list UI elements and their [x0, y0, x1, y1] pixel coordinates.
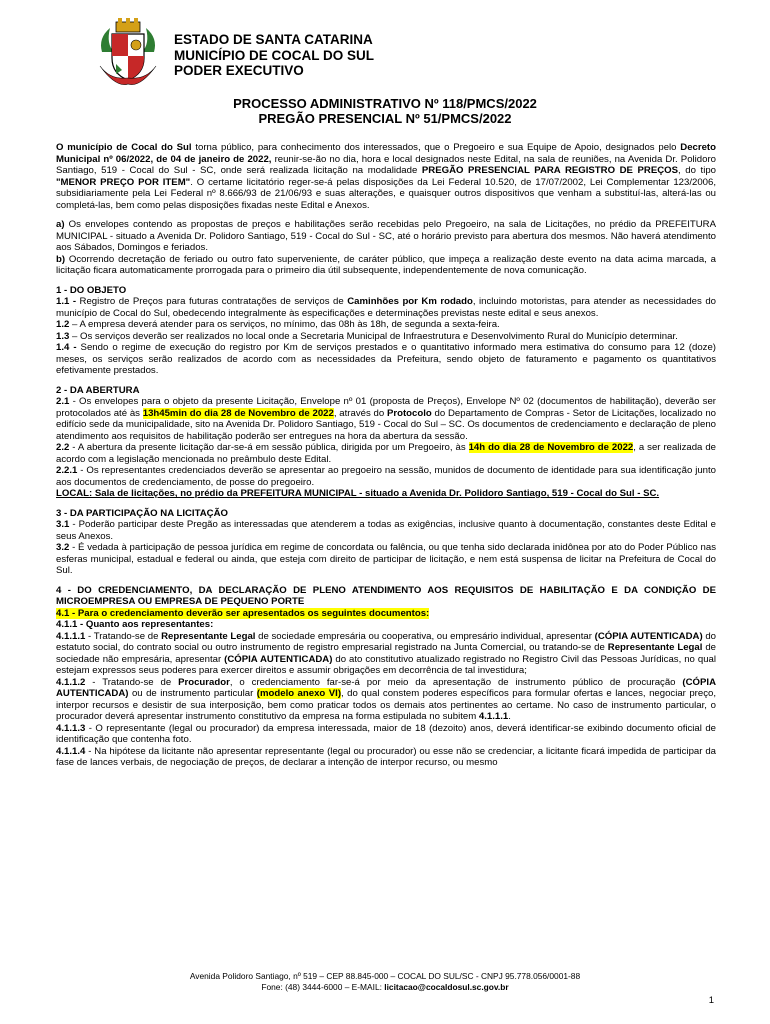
- item-1-3: [56, 331, 716, 343]
- item-label: 3.2: [56, 542, 70, 553]
- item-label: 1.3: [56, 330, 70, 342]
- item-label: 4.1.1.3: [56, 722, 86, 734]
- coat-of-arms-icon: [96, 18, 160, 90]
- item-text: .: [508, 711, 511, 722]
- item-label: 3.1: [56, 519, 70, 530]
- intro-municipality: O município de Cocal do Sul: [56, 142, 192, 153]
- item-text: - Os representantes credenciados deverão se apresentar ao pregoeiro na sessão, munidos de documento de identidade para sua identificação junto aos documentos de credenciamento, de posse do pregoeiro.: [56, 465, 716, 488]
- item-text: do ato constitutivo atualizado registrado no Registro Civil das Pessoas Jurídicas, no qual estejam expressos seus poderes para exercer direitos e assumir obrigações em decorrência de tal investidura;: [56, 653, 716, 676]
- document-title: [0, 96, 770, 126]
- item-label: 1.4 -: [56, 342, 77, 353]
- item-label: 2.2: [56, 442, 70, 453]
- item-emphasis: 4.1.1.1: [478, 711, 509, 722]
- section-1-heading: 1 - DO OBJETO: [56, 284, 127, 296]
- intro-text: reunir-se-ão no dia, hora e local designados neste Edital, na sala de reuniões, na Avenida Dr. Polidoro Santiago, 519 - Cocal do Sul - SC, onde será realizada licitação na modalidade: [56, 153, 716, 176]
- item-text: - Tratando-se de: [85, 676, 179, 688]
- item-label: 2.2.1: [56, 465, 78, 476]
- location-notice: LOCAL: Sala de licitações, no prédio da PREFEITURA MUNICIPAL - situado a Avenida Dr. Polidoro Santiago, 519 - Cocal do Sul - SC.: [56, 488, 660, 499]
- footer-phone: Fone: (48) 3444-6000 – E-MAIL:: [261, 982, 385, 992]
- page-footer: [0, 971, 770, 993]
- item-text: Ocorrendo decretação de feriado ou outro fato superveniente, de caráter público, que impeça a realização deste evento na data acima marcada, a licitação ficara automaticamente prorrogada para o primeiro dia útil subsequente, independentemente de nova comunicação.: [56, 253, 716, 276]
- auction-number: PREGÃO PRESENCIAL Nº 51/PMCS/2022: [258, 111, 512, 126]
- item-label: 1.2: [56, 319, 70, 330]
- highlighted-opening-time: 14h do dia 28 de Novembro de 2022: [468, 442, 634, 453]
- item-label: 1.1 -: [56, 296, 77, 307]
- item-text: Registro de Preços para futuras contratações de serviços de: [76, 296, 348, 307]
- item-text: de sociedade não empresária, apresentar: [56, 642, 717, 665]
- letterhead: [96, 14, 736, 94]
- item-text: – Os serviços deverão ser realizados no local onde a Secretaria Municipal de Infraestrutura e Desenvolvimento Rural do Município determinar.: [69, 330, 678, 342]
- section-3-heading: 3 - DA PARTICIPAÇÃO NA LICITAÇÃO: [56, 507, 228, 519]
- item-text: , incluindo motoristas, para atender as necessidades do município de Cocal do Sul, obedecendo integralmente às especificações e determinações previstas neste edital e seus anexos.: [56, 296, 716, 319]
- process-number: PROCESSO ADMINISTRATIVO Nº 118/PMCS/2022: [233, 96, 537, 111]
- item-2-1: [56, 396, 716, 442]
- item-text: do estatuto social, do contrato social ou outro instrumento de registro empresarial registrado na Junta Comercial, ou tratando-se de: [56, 630, 716, 653]
- item-emphasis: (CÓPIA AUTENTICADA): [224, 653, 333, 665]
- item-text: - Poderão participar deste Pregão as interessadas que atenderem a todas as exigências, inclusive quanto à documentação, constantes deste Edital e seus Anexos.: [56, 519, 716, 542]
- item-emphasis: Representante Legal: [161, 630, 256, 642]
- item-emphasis: Caminhões por Km rodado: [347, 296, 473, 307]
- item-emphasis: Protocolo: [386, 407, 432, 419]
- item-label: a): [56, 219, 65, 230]
- envelopes-paragraph-a: [56, 219, 716, 254]
- item-text: , do qual constem poderes específicos para formular ofertas e lances, negociar preço, interpor recursos e desistir de sua interposição, bem como praticar todos os demais atos pertinentes ao certame. No caso de instrumento particular, o procurador deverá apresentar instrumento constitutivo da empresa na forma estipulada no subitem: [56, 688, 717, 722]
- item-2-2: [56, 442, 716, 465]
- item-text: , o credenciamento far-se-á por meio da apresentação de instrumento público de procuração: [229, 676, 683, 688]
- footer-address: Avenida Polidoro Santiago, nº 519 – CEP 88.845-000 – COCAL DO SUL/SC - CNPJ 95.778.056/0001-88: [189, 971, 581, 981]
- item-4-1: [56, 608, 716, 620]
- item-4-1-1: 4.1.1 - Quanto aos representantes:: [56, 619, 214, 630]
- item-4-1-1-4: [56, 746, 716, 769]
- item-label: 4.1.1.1: [56, 630, 86, 642]
- item-label: 4.1.1.4: [56, 745, 86, 757]
- item-label: 4.1.1.2: [56, 676, 86, 688]
- item-text: , através do: [333, 407, 387, 419]
- page-number: 1: [708, 995, 714, 1006]
- item-3-1: [56, 519, 716, 542]
- item-emphasis: (CÓPIA AUTENTICADA): [594, 630, 703, 642]
- item-text: , a ser realizada de acordo com a legislação mencionada no preâmbulo deste Edital.: [56, 442, 717, 465]
- item-text: - Tratando-se de: [85, 630, 162, 642]
- document-body: [56, 142, 716, 769]
- item-emphasis: (CÓPIA AUTENTICADA): [56, 676, 716, 699]
- footer-contact: [0, 982, 770, 993]
- item-text: ou de instrumento particular: [128, 688, 257, 699]
- state-name: ESTADO DE SANTA CATARINA: [174, 32, 373, 47]
- item-1-1: [56, 296, 716, 319]
- item-emphasis: Representante Legal: [607, 642, 703, 653]
- intro-decree: Decreto Municipal nº 06/2022, de 04 de janeiro de 2022,: [56, 142, 716, 165]
- highlighted-subheading: 4.1 - Para o credenciamento deverão ser apresentados os seguintes documentos:: [56, 607, 430, 619]
- item-text: - O representante (legal ou procurador) da empresa interessada, maior de 18 (dezoito) anos, deverá identificar-se exibindo documento oficial de identificação que contenha foto.: [56, 722, 716, 745]
- highlighted-deadline: 13h45min do dia 28 de Novembro de 2022: [142, 407, 334, 419]
- intro-modality: PREGÃO PRESENCIAL PARA REGISTRO DE PREÇOS: [421, 165, 679, 176]
- item-4-1-1-3: [56, 723, 716, 746]
- envelopes-paragraph-b: [56, 254, 716, 277]
- item-text: - Na hipótese da licitante não apresentar representante (legal ou procurador) ou esse não se credenciar, a licitante ficará impedida de participar da fase de lances verbais, de negociação de preços, de declarar a intenção de interpor recurso, ou mesmo: [56, 745, 716, 768]
- item-2-2-1: [56, 465, 716, 488]
- item-label: 2.1: [56, 396, 70, 407]
- intro-text: . O certame licitatório reger-se-á pelas disposições da Lei Federal 10.520, de 17/07/2002, Lei Complementar 123/2006, subsidiariamente pela Lei Federal nº 8.666/93 de 21/06/93 e suas alterações, e quaisquer outros dispositivos que venham a substituí-las, alterá-las ou completá-las, bem como pelas disposições fixadas neste Edital e Anexos.: [56, 176, 716, 211]
- intro-paragraph: [56, 142, 716, 211]
- branch-name: PODER EXECUTIVO: [174, 63, 304, 78]
- section-2-heading: 2 - DA ABERTURA: [56, 384, 140, 396]
- item-1-4: [56, 342, 716, 377]
- section-4-heading: 4 - DO CREDENCIAMENTO, DA DECLARAÇÃO DE PLENO ATENDIMENTO AOS REQUISITOS DE HABILITAÇÃO E DA CONDIÇÃO DE MICROEMPRESA OU EMPRESA DE PEQUENO PORTE: [56, 584, 716, 607]
- item-text: Os envelopes contendo as propostas de preços e habilitações serão recebidas pelo Pregoeiro, na sala de Licitações, no prédio da PREFEITURA MUNICIPAL - situado a Avenida Dr. Polidoro Santiago, 519 - Cocal do Sul - SC, até o horário previsto para abertura dos mesmos. Não haverá atendimento aos Sábados, Domingos e feriados.: [56, 219, 716, 253]
- item-4-1-1-1: [56, 631, 716, 677]
- item-text: do Departamento de Compras - Setor de Licitações, localizado no edifício sede da municipalidade, sito na Avenida Dr. Polidoro Santiago, 519 - Cocal do Sul – SC. Os documentos de credenciamento e declaração de pleno atendimento aos requisitos de habilitação poderão ser entregues na hora da abertura da sessão.: [56, 407, 717, 442]
- item-text: de sociedade empresária ou cooperativa, ou empresário individual, apresentar: [255, 630, 595, 642]
- intro-text: , do tipo: [678, 165, 716, 176]
- item-3-2: [56, 542, 716, 577]
- footer-email: licitacao@cocaldosul.sc.gov.br: [384, 982, 509, 992]
- item-text: - A abertura da presente licitação dar-se-á em sessão pública, dirigida por um Pregoeiro, às: [69, 442, 469, 453]
- item-text: – A empresa deverá atender para os serviços, no mínimo, das 08h às 18h, de segunda a sexta-feira.: [69, 319, 500, 330]
- municipality-name: MUNICÍPIO DE COCAL DO SUL: [174, 47, 375, 63]
- highlighted-annex-reference: (modelo anexo VI): [256, 688, 342, 699]
- item-text: - Os envelopes para o objeto da presente Licitação, Envelope nº 01 (proposta de Preços), Envelope Nº 02 (documentos de habilitação), deverão ser protocolados até às: [56, 396, 716, 419]
- item-label: b): [56, 253, 66, 265]
- intro-text: torna público, para conhecimento dos interessados, que o Pregoeiro e sua Equipe de Apoio, designados pelo: [191, 142, 681, 153]
- letterhead-text: [174, 32, 374, 79]
- item-text: - É vedada à participação de pessoa jurídica em regime de concordata ou falência, ou que tenha sido declarada inidônea por ato do Poder Público nas esferas municipal, estadual e federal ou ainda, que esteja com direito de participar de licitação, e nem está suspensa de licitar na Prefeitura de Cocal do Sul.: [56, 542, 716, 576]
- item-4-1-1-2: [56, 677, 716, 723]
- item-1-2: [56, 319, 716, 331]
- intro-type: "MENOR PREÇO POR ITEM": [56, 176, 191, 188]
- item-emphasis: Procurador: [178, 676, 230, 688]
- item-text: Sendo o regime de execução do registro por Km de serviços prestados e o quantitativo informado mera estimativa do consumo para 12 (doze) meses, os serviços serão realizados de acordo com as necessidades da Prefeitura, sendo objeto de faturamento e pagamento os quantitativos efetivamente prestados.: [56, 342, 716, 376]
